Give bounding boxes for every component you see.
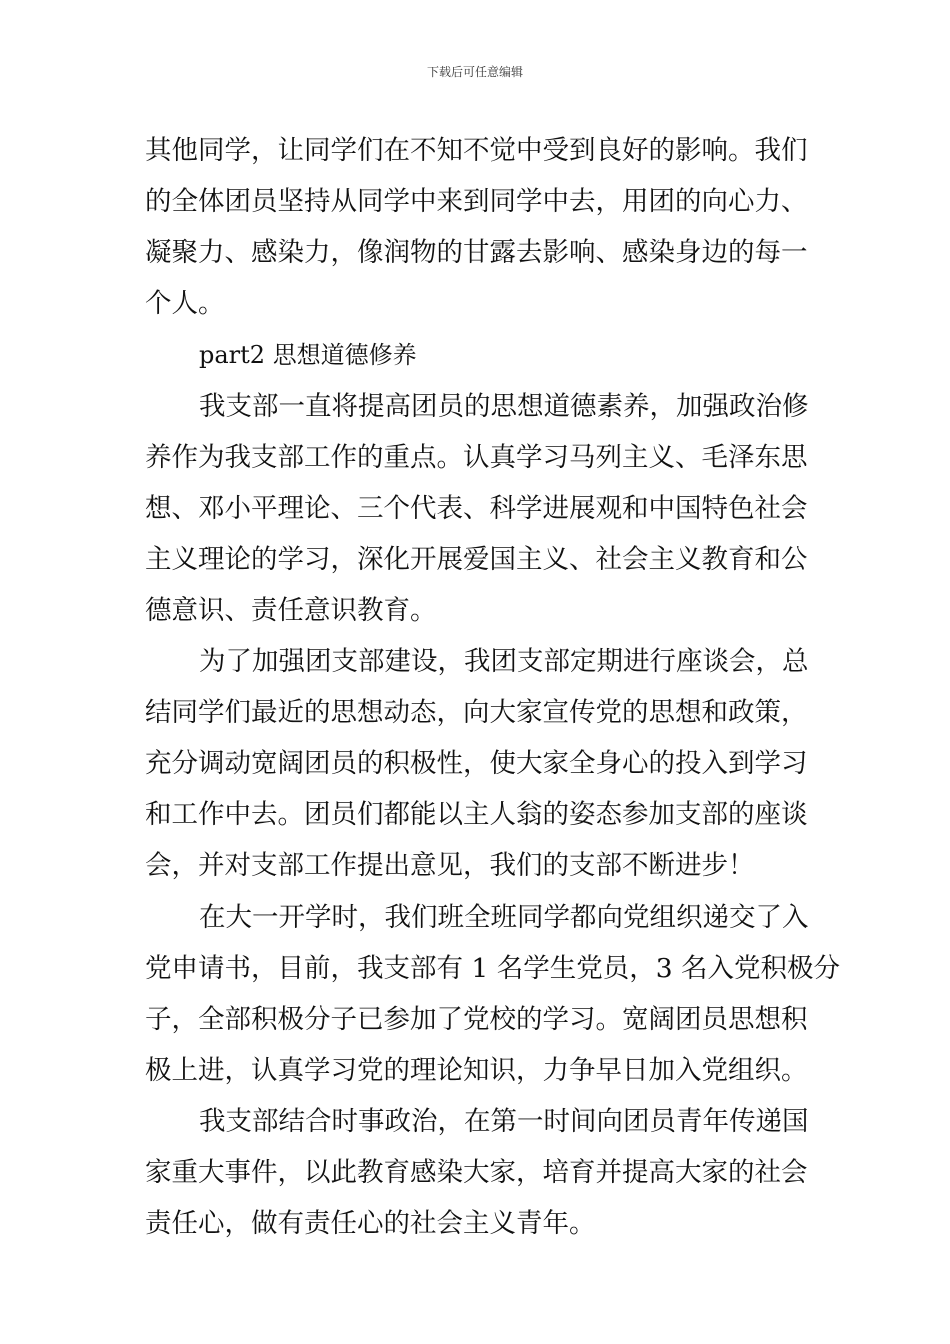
text-line: 和工作中去。团员们都能以主人翁的姿态参加支部的座谈 [145, 799, 808, 830]
section-heading: part2 思想道德修养 [199, 341, 417, 369]
text-line: 主义理论的学习，深化开展爱国主义、社会主义教育和公 [145, 544, 808, 575]
text-line: 会，并对支部工作提出意见，我们的支部不断进步！ [145, 850, 755, 881]
text-line: 子，全部积极分子已参加了党校的学习。宽阔团员思想积 [145, 1004, 808, 1035]
text-line: 责任心，做有责任心的社会主义青年。 [145, 1208, 596, 1239]
page-header: 下载后可任意编辑 [426, 65, 523, 79]
text-line: 极上进，认真学习党的理论知识，力争早日加入党组织。 [145, 1055, 808, 1086]
text-line: 结同学们最近的思想动态，向大家宣传党的思想和政策， [145, 697, 808, 728]
text-line: 凝聚力、感染力，像润物的甘露去影响、感染身边的每一 [145, 237, 808, 268]
text-line: 的全体团员坚持从同学中来到同学中去，用团的向心力、 [145, 186, 808, 217]
text-line: 德意识、责任意识教育。 [145, 595, 437, 626]
text-line: 在大一开学时，我们班全班同学都向党组织递交了入 [199, 902, 809, 933]
text-line: 党申请书，目前，我支部有 1 名学生党员，3 名入党积极分 [145, 953, 840, 984]
text-line: 想、邓小平理论、三个代表、科学进展观和中国特色社会 [145, 493, 808, 524]
text-line: 充分调动宽阔团员的积极性，使大家全身心的投入到学习 [145, 748, 808, 779]
text-line: 为了加强团支部建设，我团支部定期进行座谈会，总 [199, 646, 809, 677]
text-line: 养作为我支部工作的重点。认真学习马列主义、毛泽东思 [145, 442, 808, 473]
text-line: 个人。 [145, 288, 225, 319]
text-line: 我支部一直将提高团员的思想道德素养，加强政治修 [199, 391, 809, 422]
text-line: 我支部结合时事政治，在第一时间向团员青年传递国 [199, 1106, 809, 1137]
text-line: 家重大事件，以此教育感染大家，培育并提高大家的社会 [145, 1157, 808, 1188]
text-line: 其他同学，让同学们在不知不觉中受到良好的影响。我们 [145, 135, 808, 166]
